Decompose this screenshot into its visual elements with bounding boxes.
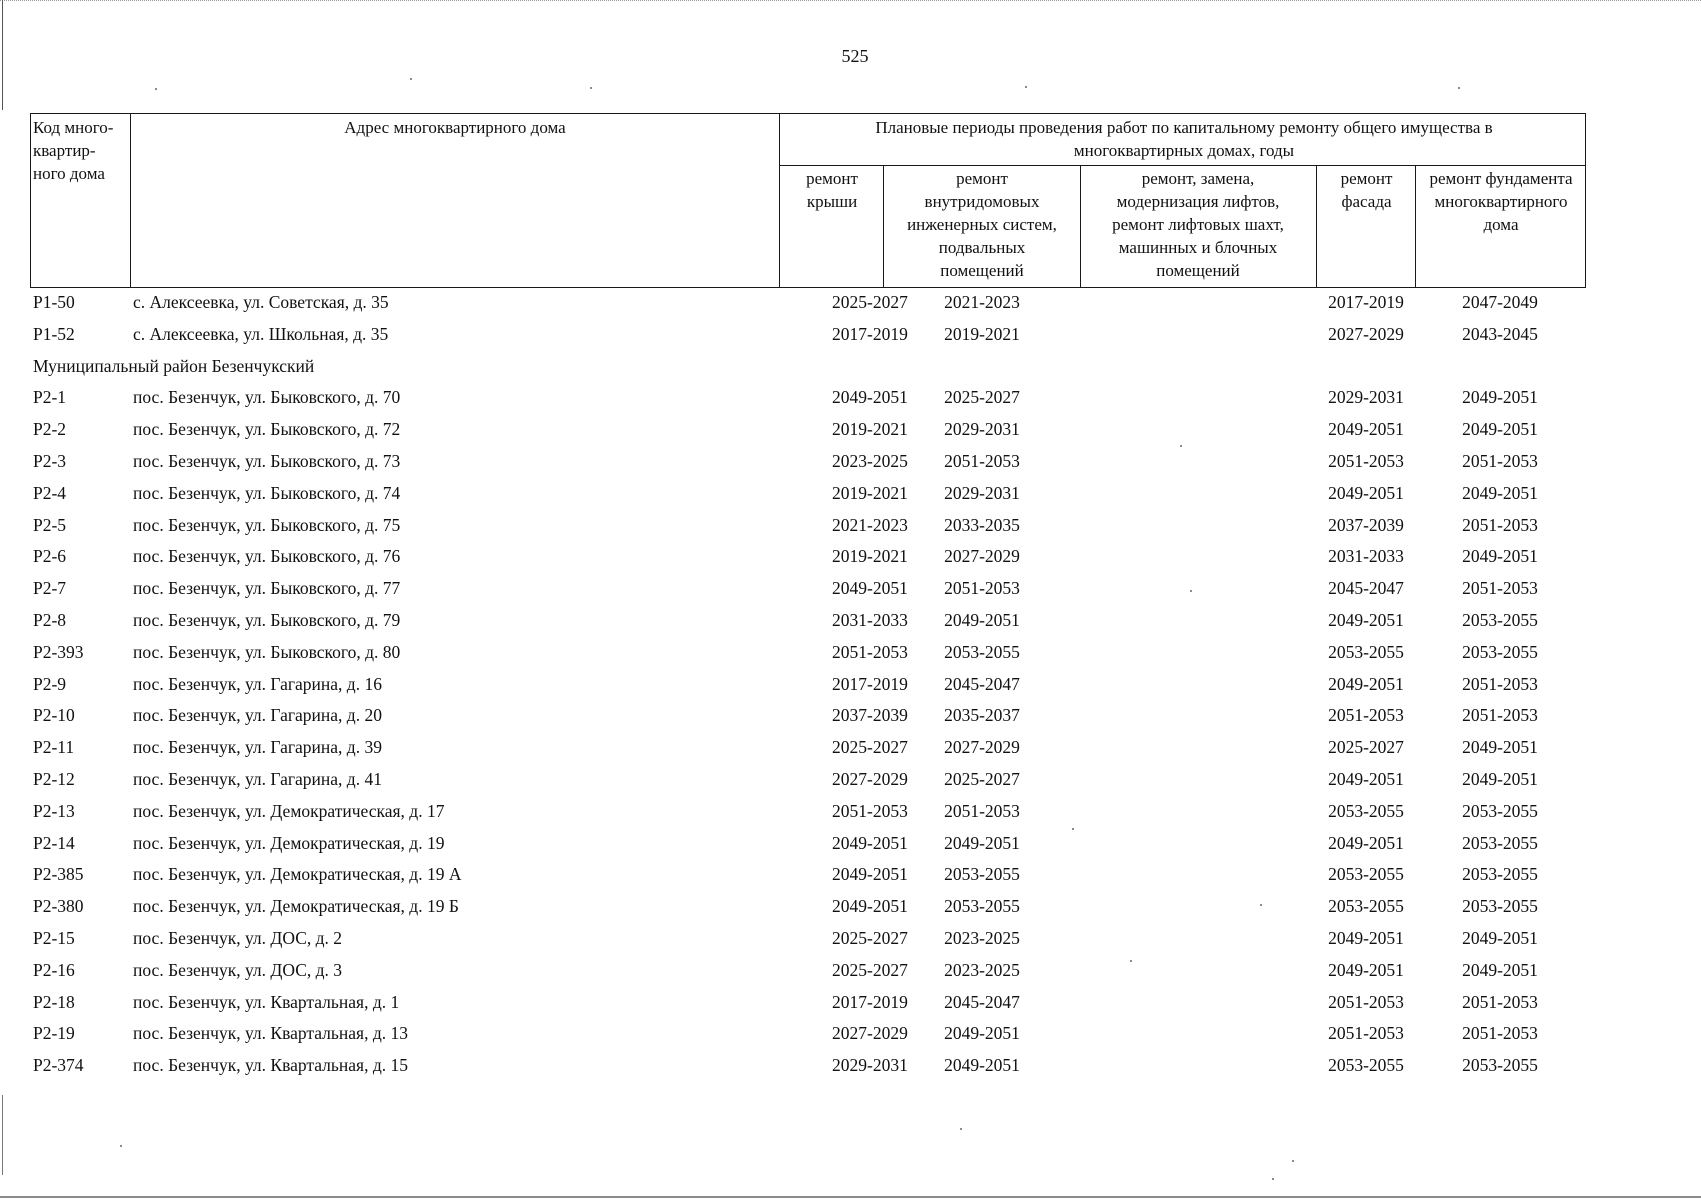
- row-facade: 2053-2055: [1328, 800, 1404, 821]
- table-row: Р2-6 пос. Безенчук, ул. Быковского, д. 76 2019-2021 2027-2029 2031-2033 2049-2051: [33, 546, 1538, 567]
- row-address: пос. Безенчук, ул. Быковского, д. 76: [133, 546, 401, 567]
- capital-repair-table: [30, 113, 1586, 1083]
- row-foundation: 2053-2055: [1462, 832, 1538, 853]
- row-engineering: 2051-2053: [944, 800, 1020, 821]
- row-code: Р2-16: [33, 959, 75, 980]
- row-facade: 2051-2053: [1328, 991, 1404, 1012]
- row-facade: 2051-2053: [1328, 450, 1404, 471]
- row-foundation: 2043-2045: [1462, 323, 1538, 344]
- row-facade: 2027-2029: [1328, 323, 1404, 344]
- row-facade: 2049-2051: [1328, 673, 1404, 694]
- row-foundation: 2047-2049: [1462, 292, 1538, 312]
- row-facade: 2049-2051: [1328, 419, 1404, 440]
- row-code: Р2-3: [33, 450, 67, 471]
- table-row: Р2-380 пос. Безенчук, ул. Демократическая, д. 19 Б 2049-2051 2053-2055 2053-2055 2053-2055: [33, 896, 1538, 917]
- row-facade: 2051-2053: [1328, 705, 1404, 726]
- scan-speck: [1072, 828, 1074, 830]
- row-facade: 2037-2039: [1328, 514, 1404, 535]
- row-address: пос. Безенчук, ул. Гагарина, д. 16: [133, 673, 382, 694]
- row-facade: 2051-2053: [1328, 1023, 1404, 1044]
- table-row: Р2-10 пос. Безенчук, ул. Гагарина, д. 20 2037-2039 2035-2037 2051-2053 2051-2053: [33, 705, 1538, 726]
- row-code: Р1-52: [33, 323, 75, 344]
- row-engineering: 2021-2023: [944, 292, 1020, 312]
- row-code: Р2-7: [33, 578, 67, 599]
- row-address: с. Алексеевка, ул. Советская, д. 35: [133, 292, 389, 312]
- header-foundation: ремонт фундамента многоквартирного дома: [1429, 169, 1573, 234]
- row-foundation: 2051-2053: [1462, 514, 1538, 535]
- row-facade: 2053-2055: [1328, 864, 1404, 885]
- scan-speck: [155, 88, 157, 90]
- row-engineering: 2019-2021: [944, 323, 1020, 344]
- header-divider: [779, 165, 1585, 166]
- row-facade: 2053-2055: [1328, 896, 1404, 917]
- row-engineering: 2045-2047: [944, 991, 1020, 1012]
- row-foundation: 2053-2055: [1462, 864, 1538, 885]
- header-code: Код много-квартир-ного дома: [33, 118, 114, 183]
- row-engineering: 2049-2051: [944, 1023, 1020, 1044]
- scan-speck: [1025, 86, 1027, 88]
- row-address: пос. Безенчук, ул. Быковского, д. 75: [133, 514, 401, 535]
- row-foundation: 2051-2053: [1462, 673, 1538, 694]
- table-row: Р2-15 пос. Безенчук, ул. ДОС, д. 2 2025-2027 2023-2025 2049-2051 2049-2051: [33, 927, 1538, 948]
- table-row: Р2-2 пос. Безенчук, ул. Быковского, д. 72 2019-2021 2029-2031 2049-2051 2049-2051: [33, 419, 1538, 440]
- scan-speck: [1190, 590, 1192, 592]
- header-divider: [1316, 165, 1317, 287]
- row-address: пос. Безенчук, ул. Быковского, д. 74: [133, 482, 401, 503]
- scan-edge-top: [0, 0, 1701, 7]
- row-address: пос. Безенчук, ул. Быковского, д. 77: [133, 578, 401, 599]
- row-code: Р2-4: [33, 482, 67, 503]
- header-divider: [883, 165, 884, 287]
- row-address: пос. Безенчук, ул. Демократическая, д. 19 Б: [133, 896, 459, 917]
- row-engineering: 2045-2047: [944, 673, 1020, 694]
- scan-speck: [1130, 960, 1132, 962]
- row-address: пос. Безенчук, ул. Квартальная, д. 15: [133, 1055, 408, 1076]
- row-address: с. Алексеевка, ул. Школьная, д. 35: [133, 323, 389, 344]
- row-engineering: 2053-2055: [944, 896, 1020, 917]
- table-row: Р2-374 пос. Безенчук, ул. Квартальная, д. 15 2029-2031 2049-2051 2053-2055 2053-2055: [33, 1055, 1538, 1076]
- row-foundation: 2051-2053: [1462, 450, 1538, 471]
- row-foundation: 2049-2051: [1462, 927, 1538, 948]
- row-code: Р2-8: [33, 609, 67, 630]
- row-foundation: 2051-2053: [1462, 991, 1538, 1012]
- header-facade: ремонт фасада: [1340, 169, 1393, 211]
- row-address: пос. Безенчук, ул. Быковского, д. 79: [133, 609, 401, 630]
- table-row: Р2-4 пос. Безенчук, ул. Быковского, д. 74 2019-2021 2029-2031 2049-2051 2049-2051: [33, 482, 1538, 503]
- table-row: Р2-19 пос. Безенчук, ул. Квартальная, д. 13 2027-2029 2049-2051 2051-2053 2051-2053: [33, 1023, 1538, 1044]
- table-row: Р2-11 пос. Безенчук, ул. Гагарина, д. 39 2025-2027 2027-2029 2025-2027 2049-2051: [33, 737, 1538, 758]
- row-code: Р2-385: [33, 864, 84, 885]
- section-row: [30, 352, 1586, 384]
- row-address: пос. Безенчук, ул. Демократическая, д. 17: [133, 800, 445, 821]
- scan-speck: [960, 1128, 962, 1130]
- scan-speck: [1260, 904, 1262, 906]
- row-engineering: 2053-2055: [944, 864, 1020, 885]
- table-row: Р1-50 с. Алексеевка, ул. Советская, д. 35 2025-2027 2021-2023 2017-2019 2047-2049: [33, 292, 1538, 312]
- row-engineering: 2027-2029: [944, 737, 1020, 758]
- scan-speck: [410, 78, 412, 80]
- row-foundation: 2053-2055: [1462, 896, 1538, 917]
- row-engineering: 2033-2035: [944, 514, 1020, 535]
- row-address: пос. Безенчук, ул. Квартальная, д. 1: [133, 991, 400, 1012]
- row-facade: 2049-2051: [1328, 959, 1404, 980]
- scan-speck: [1292, 1160, 1294, 1162]
- row-facade: 2017-2019: [1328, 292, 1404, 312]
- row-code: Р2-1: [33, 387, 67, 408]
- row-foundation: 2049-2051: [1462, 737, 1538, 758]
- header-divider: [130, 114, 131, 287]
- row-address: пос. Безенчук, ул. Быковского, д. 80: [133, 641, 401, 662]
- row-facade: 2053-2055: [1328, 1055, 1404, 1076]
- row-address: пос. Безенчук, ул. Гагарина, д. 20: [133, 705, 382, 726]
- table-row: Р2-393 пос. Безенчук, ул. Быковского, д. 80 2051-2053 2053-2055 2053-2055 2053-2055: [33, 641, 1538, 662]
- page-number: 525: [841, 46, 869, 66]
- header-divider: [779, 114, 780, 287]
- row-code: Р2-10: [33, 705, 75, 726]
- section-title: Муниципальный район Безенчукский: [33, 355, 315, 376]
- row-engineering: 2023-2025: [944, 927, 1020, 948]
- row-address: пос. Безенчук, ул. Демократическая, д. 19 А: [133, 864, 462, 885]
- row-code: Р2-19: [33, 1023, 75, 1044]
- table-row: Р2-9 пос. Безенчук, ул. Гагарина, д. 16 2017-2019 2045-2047 2049-2051 2051-2053: [33, 673, 1538, 694]
- scan-speck: [1180, 445, 1182, 447]
- table-row: Р1-52 с. Алексеевка, ул. Школьная, д. 35 2017-2019 2019-2021 2027-2029 2043-2045: [33, 323, 1538, 344]
- row-code: Р2-380: [33, 896, 84, 917]
- row-address: пос. Безенчук, ул. Квартальная, д. 13: [133, 1023, 408, 1044]
- scan-speck: [1458, 87, 1460, 89]
- row-engineering: 2053-2055: [944, 641, 1020, 662]
- row-address: пос. Безенчук, ул. Быковского, д. 72: [133, 419, 401, 440]
- row-foundation: 2051-2053: [1462, 1023, 1538, 1044]
- row-code: Р2-18: [33, 991, 75, 1012]
- header-roof: ремонт крыши: [806, 169, 858, 211]
- row-engineering: 2027-2029: [944, 546, 1020, 567]
- row-facade: 2025-2027: [1328, 737, 1404, 758]
- row-engineering: 2029-2031: [944, 482, 1020, 503]
- row-foundation: 2053-2055: [1462, 609, 1538, 630]
- table-row: Р2-18 пос. Безенчук, ул. Квартальная, д. 1 2017-2019 2045-2047 2051-2053 2051-2053: [33, 991, 1538, 1012]
- table-row: Р2-7 пос. Безенчук, ул. Быковского, д. 77 2049-2051 2051-2053 2045-2047 2051-2053: [33, 578, 1538, 599]
- row-foundation: 2049-2051: [1462, 546, 1538, 567]
- row-address: пос. Безенчук, ул. Быковского, д. 70: [133, 387, 401, 408]
- row-engineering: 2049-2051: [944, 609, 1020, 630]
- row-engineering: 2049-2051: [944, 1055, 1020, 1076]
- table-row: Р2-14 пос. Безенчук, ул. Демократическая, д. 19 2049-2051 2049-2051 2049-2051 2053-2055: [33, 832, 1538, 853]
- table-row: Р2-5 пос. Безенчук, ул. Быковского, д. 75 2021-2023 2033-2035 2037-2039 2051-2053: [33, 514, 1538, 535]
- row-engineering: 2025-2027: [944, 387, 1020, 408]
- row-facade: 2049-2051: [1328, 927, 1404, 948]
- row-address: пос. Безенчук, ул. Гагарина, д. 39: [133, 737, 382, 758]
- row-foundation: 2049-2051: [1462, 419, 1538, 440]
- row-engineering: 2051-2053: [944, 450, 1020, 471]
- row-code: Р2-2: [33, 419, 67, 440]
- row-address: пос. Безенчук, ул. ДОС, д. 2: [133, 927, 343, 948]
- row-address: пос. Безенчук, ул. Быковского, д. 73: [133, 450, 401, 471]
- scan-speck: [1272, 1178, 1274, 1180]
- row-foundation: 2049-2051: [1462, 959, 1538, 980]
- row-foundation: 2049-2051: [1462, 387, 1538, 408]
- table-row: Р2-385 пос. Безенчук, ул. Демократическая, д. 19 А 2049-2051 2053-2055 2053-2055 2053-2055: [33, 864, 1538, 885]
- row-facade: 2029-2031: [1328, 387, 1404, 408]
- scan-edge-left: [2, 0, 3, 110]
- row-code: Р2-12: [33, 768, 75, 789]
- table-row: Р2-12 пос. Безенчук, ул. Гагарина, д. 41 2027-2029 2025-2027 2049-2051 2049-2051: [33, 768, 1538, 789]
- row-address: пос. Безенчук, ул. Демократическая, д. 19: [133, 832, 445, 853]
- header-divider: [1080, 165, 1081, 287]
- row-facade: 2049-2051: [1328, 609, 1404, 630]
- table-row: Р2-1 пос. Безенчук, ул. Быковского, д. 70 2049-2051 2025-2027 2029-2031 2049-2051: [33, 387, 1538, 408]
- header-engineering: ремонт внутридомовых инженерных систем, подвальных помещений: [907, 169, 1057, 280]
- row-facade: 2045-2047: [1328, 578, 1404, 599]
- row-foundation: 2049-2051: [1462, 482, 1538, 503]
- row-code: Р2-6: [33, 546, 67, 567]
- row-foundation: 2049-2051: [1462, 768, 1538, 789]
- row-code: Р1-50: [33, 292, 75, 312]
- header-periods: Плановые периоды проведения работ по капитальному ремонту общего имущества в многоквартирных домах, годы: [875, 118, 1493, 160]
- table-row: Р2-8 пос. Безенчук, ул. Быковского, д. 79 2031-2033 2049-2051 2049-2051 2053-2055: [33, 609, 1538, 630]
- table-row: Р2-13 пос. Безенчук, ул. Демократическая, д. 17 2051-2053 2051-2053 2053-2055 2053-2055: [33, 800, 1538, 821]
- header-divider: [1415, 165, 1416, 287]
- row-address: пос. Безенчук, ул. Гагарина, д. 41: [133, 768, 382, 789]
- row-engineering: 2035-2037: [944, 705, 1020, 726]
- header-lifts: ремонт, замена, модернизация лифтов, ремонт лифтовых шахт, машинных и блочных помещений: [1112, 169, 1284, 280]
- row-foundation: 2051-2053: [1462, 705, 1538, 726]
- row-engineering: 2051-2053: [944, 578, 1020, 599]
- row-code: Р2-14: [33, 832, 75, 853]
- row-engineering: 2025-2027: [944, 768, 1020, 789]
- row-foundation: 2053-2055: [1462, 641, 1538, 662]
- row-foundation: 2053-2055: [1462, 1055, 1538, 1076]
- row-code: Р2-9: [33, 673, 67, 694]
- row-code: Р2-15: [33, 927, 75, 948]
- row-facade: 2049-2051: [1328, 768, 1404, 789]
- row-facade: 2049-2051: [1328, 832, 1404, 853]
- row-code: Р2-374: [33, 1055, 84, 1076]
- table-row: Р2-16 пос. Безенчук, ул. ДОС, д. 3 2025-2027 2023-2025 2049-2051 2049-2051: [33, 959, 1538, 980]
- row-code: Р2-13: [33, 800, 75, 821]
- header-address: Адрес многоквартирного дома: [344, 118, 566, 137]
- row-code: Р2-393: [33, 641, 84, 662]
- row-engineering: 2023-2025: [944, 959, 1020, 980]
- table-body: [30, 288, 1586, 1083]
- scan-edge-bottom: [0, 1196, 1701, 1198]
- row-engineering: 2029-2031: [944, 419, 1020, 440]
- row-facade: 2053-2055: [1328, 641, 1404, 662]
- row-code: Р2-5: [33, 514, 67, 535]
- row-facade: 2049-2051: [1328, 482, 1404, 503]
- row-facade: 2031-2033: [1328, 546, 1404, 567]
- row-foundation: 2053-2055: [1462, 800, 1538, 821]
- row-engineering: 2049-2051: [944, 832, 1020, 853]
- scan-speck: [590, 87, 592, 89]
- scan-edge-left-lower: [2, 1095, 3, 1175]
- row-code: Р2-11: [33, 737, 75, 758]
- scan-speck: [120, 1145, 122, 1147]
- row-foundation: 2051-2053: [1462, 578, 1538, 599]
- row-address: пос. Безенчук, ул. ДОС, д. 3: [133, 959, 343, 980]
- table-header: [30, 113, 1586, 288]
- table-row: Р2-3 пос. Безенчук, ул. Быковского, д. 73 2023-2025 2051-2053 2051-2053 2051-2053: [33, 450, 1538, 471]
